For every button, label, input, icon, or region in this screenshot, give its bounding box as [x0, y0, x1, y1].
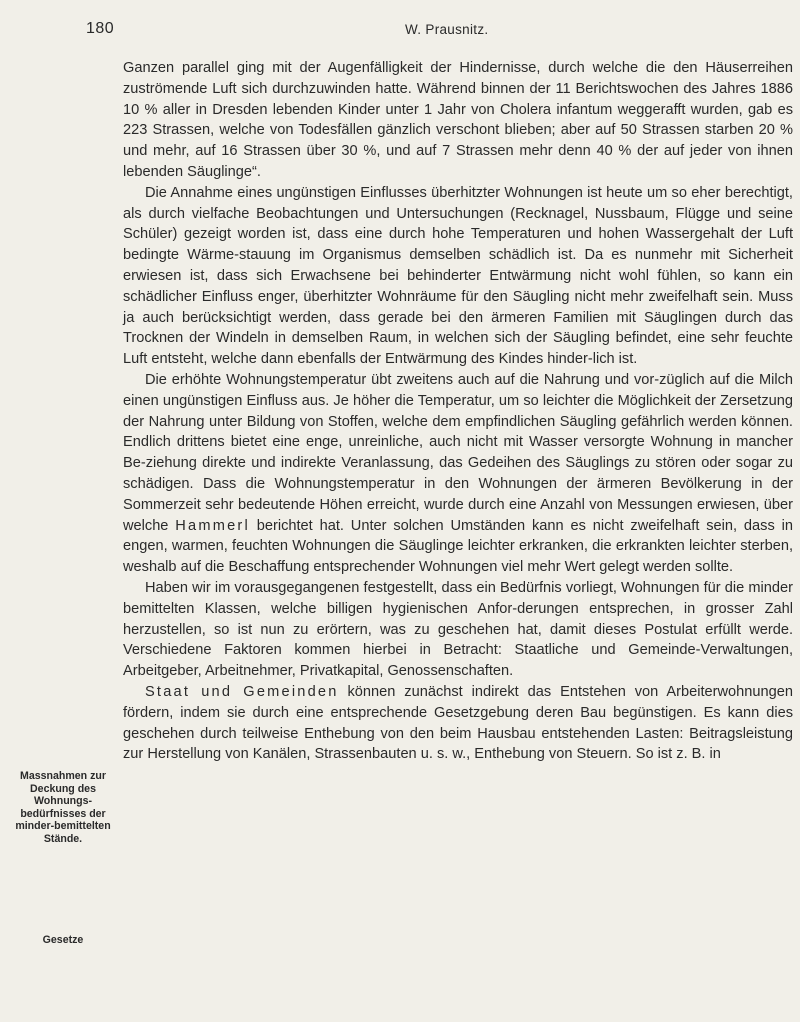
paragraph-3-part-1: Die erhöhte Wohnungstemperatur übt zweitens auch auf die Nahrung und vor-züglich auf die Milch einen ungünstigen Einfluss aus. Je höher die Temperatur, um so leichter die Möglichkeit der Zersetzung der Nahrung unter Bildung von Stoffen, welche dem empfindlichen Säugling gefährlich werden können. Endlich drittens bietet eine enge, unreinliche, auch nicht mit Wasser versorgte Wohnung in mancher Be-ziehung direkte und indirekte Veranlassung, das Gedeihen des Säuglings zu stören oder sogar zu schädigen. Dass die Wohnungstemperatur in den Wohnungen der ärmeren Bevölkerung in der Sommerzeit sehr bedeutende Höhen erreicht, wurde durch eine Anzahl von Messungen erwiesen, über welche [123, 371, 793, 534]
paragraph-5-lead: Staat und Gemeinden [145, 683, 339, 700]
margin-note-massnahmen: Massnahmen zur Deckung des Wohnungs-bedürfnisses der minder-bemittelten Stände. [15, 770, 111, 845]
page-number: 180 [86, 20, 115, 37]
paragraph-2: Die Annahme eines ungünstigen Einflusses überhitzter Wohnungen ist heute um so eher berechtigt, als durch vielfache Beobachtungen und Untersuchungen (Recknagel, Nussbaum, Flügge und seine Schüler) gezeigt worden ist, dass eine durch hohe Temperaturen und hohen Wassergehalt der Luft bedingte Wärme-stauung im Organismus demselben schädlich ist. Da es nunmehr mit Sicherheit erwiesen ist, dass sich Erwachsene bei behinderter Entwärmung nicht wohl fühlen, so kann ein schädlicher Einfluss enger, überhitzter Wohnräume für den Säugling nicht mehr zweifelhaft sein. Muss ja auch berücksichtigt werden, dass gerade bei den ärmeren Familien mit Säuglingen durch das Trocknen der Windeln in demselben Raum, in welchen sich der Säugling befindet, eine sehr feuchte Luft entsteht, welche dann ebenfalls der Entwärmung des Kindes hinder-lich ist. [123, 184, 793, 368]
paragraph-3 [123, 370, 793, 578]
paragraph-4: Haben wir im vorausgegangenen festgestellt, dass ein Bedürfnis vorliegt, Wohnungen für die minder bemittelten Klassen, welche billigen hygienischen Anfor-derungen entsprechen, in grosser Zahl herzustellen, so ist nun zu erörtern, was zu geschehen hat, damit dieses Postulat erfüllt werde. Verschiedene Faktoren kommen hierbei in Betracht: Staatliche und Gemeinde-Verwaltungen, Arbeitgeber, Arbeitnehmer, Privatkapital, Genossenschaften. [123, 579, 793, 680]
paragraph-5 [123, 682, 793, 765]
paragraph-1: Ganzen parallel ging mit der Augenfälligkeit der Hindernisse, durch welche die den Häuserreihen zuströmende Luft sich durchzuwinden hatte. Während binnen der 11 Berichtswochen des Jahres 1886 10 % aller in Dresden lebenden Kinder unter 1 Jahr von Cholera infantum weggerafft wurden, gab es 223 Strassen, welche von Todesfällen gänzlich verschont blieben; aber auf 50 Strassen starben 20 % und mehr, auf 16 Strassen über 30 %, und auf 7 Strassen mehr denn 40 % der auf jeder von ihnen lebenden Säuglinge“. [123, 60, 793, 180]
paragraph-3-part-2: berichtet hat. Unter solchen Umständen kann es nicht zweifelhaft sein, dass in engen, warmen, feuchten Wohnungen die Säuglinge leichter erkranken, die erkrankten leichter sterben, weshalb auf die Beschaffung entsprechender Wohnungen viel mehr Wert gelegt werden sollte. [123, 517, 793, 576]
author-name-hammerl: Hammerl [175, 517, 250, 534]
margin-note-gesetze: Gesetze [42, 934, 84, 946]
paragraph-5-text: können zunächst indirekt das Entstehen von Arbeiterwohnungen fördern, indem sie durch eine entsprechende Gesetzgebung deren Bau begünstigen. Es kann dies geschehen durch teilweise Enthebung von den beim Hausbau entstehenden Lasten: Beitragsleistung zur Herstellung von Kanälen, Strassenbauten u. s. w., Enthebung von Steuern. So ist z. B. in [123, 683, 793, 763]
body-text [123, 58, 793, 765]
page-header [0, 20, 800, 42]
running-head: W. Prausnitz. [405, 22, 489, 37]
